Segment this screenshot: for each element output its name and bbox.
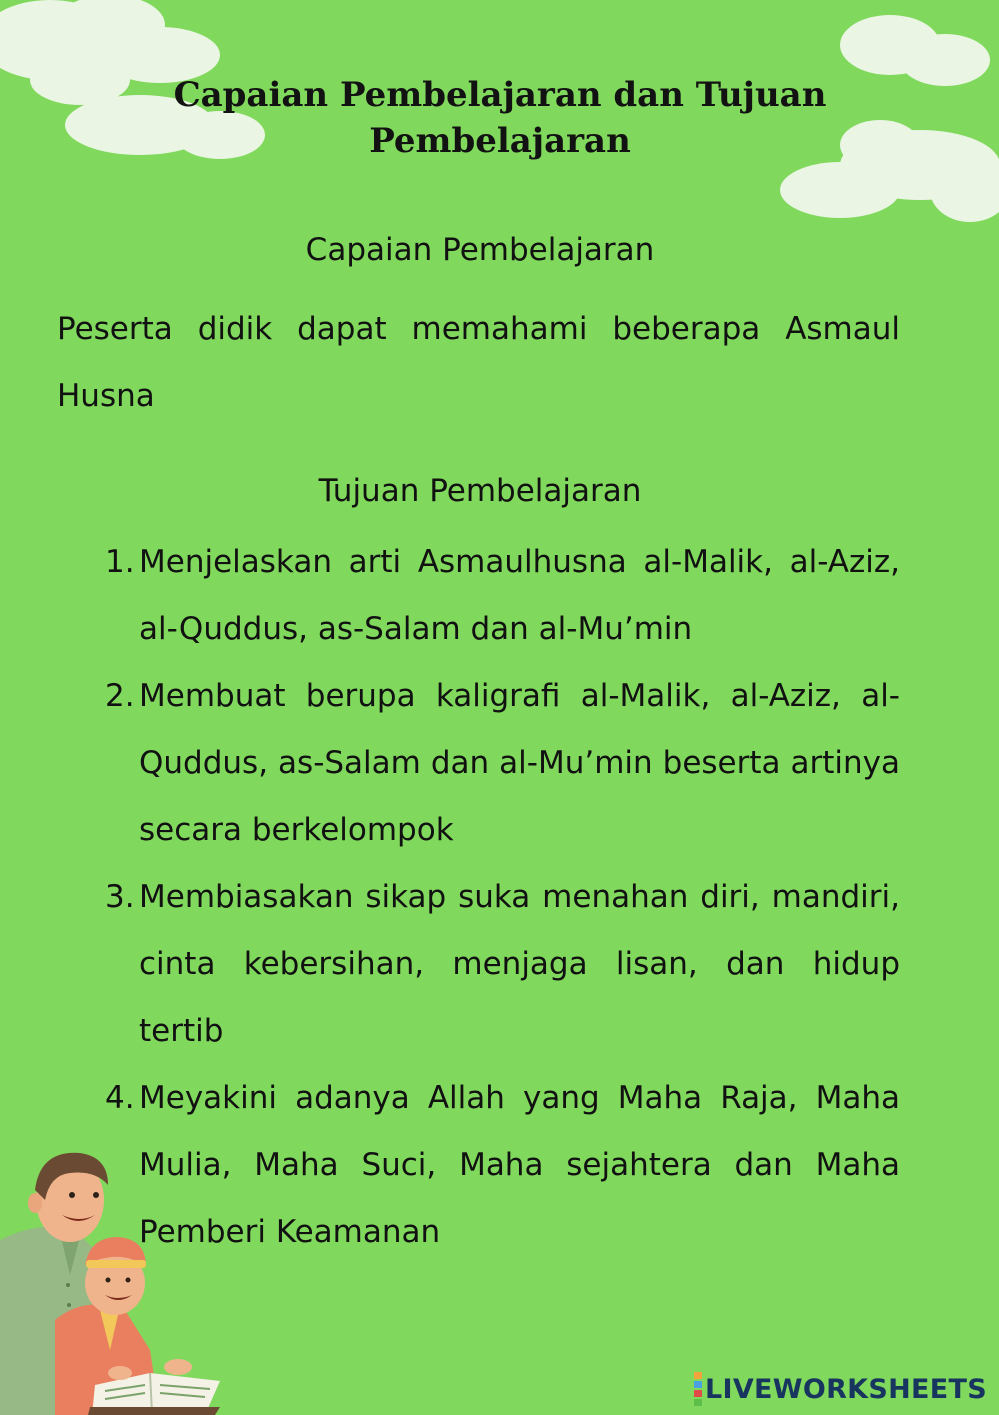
list-item [105,529,900,663]
list-item-text: Membuat berupa kaligrafi al-Malik, al-Aziz, al-Quddus, as-Salam dan al-Mu’min beserta artinya secara berkelompok [139,678,900,848]
list-item [105,864,900,1065]
father-child-reading-illustration [0,1145,240,1415]
objectives-list [105,529,900,1266]
list-item-number: 3. [105,879,135,915]
list-item-number: 2. [105,678,135,714]
list-item-text: Meyakini adanya Allah yang Maha Raja, Maha Mulia, Maha Suci, Maha sejahtera dan Maha Pemberi Keamanan [139,1080,900,1250]
list-item-number: 1. [105,544,135,580]
list-item-text: Menjelaskan arti Asmaulhusna al-Malik, al-Aziz, al-Quddus, as-Salam dan al-Mu’min [139,544,900,647]
live-logo-icon [694,1371,702,1407]
capaian-body: Peserta didik dapat memahami beberapa Asmaul Husna [57,311,900,414]
list-item-number: 4. [105,1080,135,1116]
capaian-heading: Capaian Pembelajaran [305,232,655,268]
page-title: Capaian Pembelajaran dan Tujuan Pembelajaran [173,75,827,161]
tujuan-heading: Tujuan Pembelajaran [318,473,642,509]
list-item-text: Membiasakan sikap suka menahan diri, mandiri, cinta kebersihan, menjaga lisan, dan hidup tertib [139,879,900,1049]
list-item [105,663,900,864]
list-item [105,1065,900,1266]
liveworksheets-logo [694,1371,987,1407]
brand-text: LIVEWORKSHEETS [704,1373,987,1405]
